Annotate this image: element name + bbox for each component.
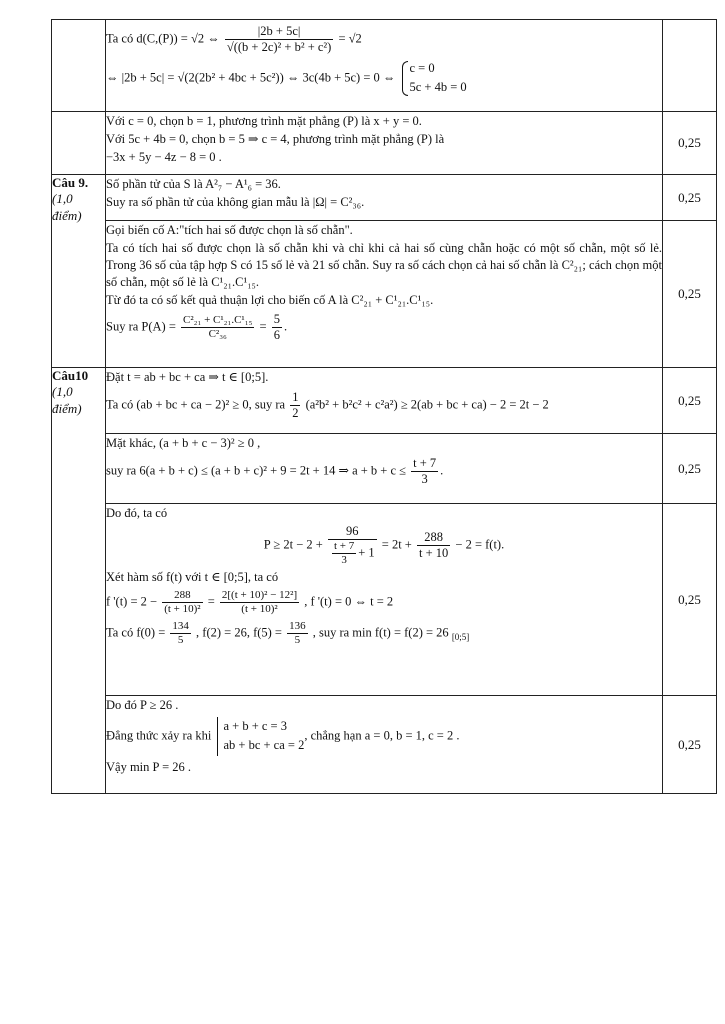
question-label-cell [52,175,106,368]
paragraph: Ta có tích hai số được chọn là số chẵn khi và chỉ khi cả hai số cùng chẵn hoặc có một số chẵn, một số lẻ. Trong 36 số của tập hợp S có 15 số lẻ và 21 số chẵn. Suy ra số cách chọn cả hai số chẵn là C²₂₁; cách chọn một số chẵn, một số lẻ là C¹₂₁.C¹₁₅. [106,240,662,289]
table-row [52,368,717,434]
math-text: Xét hàm số f(t) với t ∈ [0;5], ta có [106,570,279,585]
fraction-denominator: t + 10 [418,546,449,561]
fraction-numerator: 2[(t + 10)² − 12²] [220,589,299,603]
question-number: Câu 9. [52,175,89,190]
fraction-denominator: 5 [177,633,184,646]
math-text: Với c = 0, chọn b = 1, phương trình mặt phẳng (P) là x + y = 0. [106,114,422,128]
fraction [328,524,377,567]
solution-cell [106,20,663,112]
table-row [52,696,717,794]
math-text: + 1 [358,545,375,560]
table-row [52,504,717,696]
fraction [417,530,450,561]
solution-cell [106,696,663,794]
fraction-denominator: √((b + 2c)² + b² + c²) [226,40,332,54]
system-item: a + b + c = 3 [223,718,287,733]
solution-cell [106,504,663,696]
math-text: Vậy min P = 26 . [106,759,192,774]
question-label-cell [52,112,106,175]
fraction-denominator: 5 [294,633,301,646]
score-value: 0,25 [663,175,717,221]
table-row [52,20,717,112]
table-row [52,175,717,221]
solution-table [51,19,717,794]
solution-cell [106,368,663,434]
math-text: Ta có (ab + bc + ca − 2)² ≥ 0, suy ra [106,397,286,412]
math-text: = 2t + [381,537,412,552]
fraction [225,24,334,55]
math-text: Suy ra P(A) = [106,319,176,334]
fraction [290,390,300,421]
fraction [181,314,254,341]
table-row [52,434,717,504]
math-text: , chẳng hạn a = 0, b = 1, c = 2 . [304,728,460,743]
math-text: ⇔ |2b + 5c| = √(2(2b² + 4bc + 5c²)) ⇔ 3c(4b + 5c) = 0 ⇔ [106,70,396,85]
fraction-denominator [328,540,377,567]
math-text: − 2 = f(t). [455,537,505,552]
math-text: Với 5c + 4b = 0, chọn b = 5 ⇒ c = 4, phương trình mặt phẳng (P) là [106,131,445,146]
solution-cell [106,434,663,504]
score-value: 0,25 [663,504,717,696]
fraction-numerator: t + 7 [413,455,437,470]
table-row [52,112,717,175]
math-text: Đặt t = ab + bc + ca ⇒ t ∈ [0;5]. [106,370,269,384]
fraction [411,456,438,487]
solution-cell [106,175,663,221]
math-text: Ta có f(0) = [106,625,166,640]
math-text: = [259,319,267,334]
score-value: 0,25 [663,368,717,434]
fraction-denominator: 6 [273,328,280,343]
question-label-cell [52,368,106,794]
math-text: Đẳng thức xảy ra khi [106,728,212,743]
fraction-numerator: 288 [417,530,450,546]
math-text: f '(t) = 2 − [106,594,158,609]
fraction-numerator: 136 [287,620,308,634]
math-text: Do đó P ≥ 26 . [106,698,179,712]
case-item: 5c + 4b = 0 [409,80,467,95]
min-subscript: [0;5] [451,631,470,642]
score-value: 0,25 [663,221,717,368]
question-number: Câu10 [52,368,89,383]
fraction-numerator: |2b + 5c| [225,24,334,40]
math-text: Ta có d(C,(P)) = √2 ⇔ [106,31,220,46]
question-points: (1,0 điểm) [52,191,82,223]
fraction-denominator: 3 [421,471,428,486]
fraction-denominator: C²₃₆ [208,328,227,341]
math-text: Từ đó ta có số kết quả thuận lợi cho biến cố A là C²₂₁ + C¹₂₁.C¹₁₅. [106,292,434,307]
fraction-numerator: 288 [162,589,202,603]
solution-cell [106,112,663,175]
math-text: Do đó, ta có [106,506,168,520]
fraction-denominator: (t + 10)² [241,603,278,616]
table-row [52,221,717,368]
fraction-numerator: 5 [273,312,280,327]
fraction [162,589,202,616]
case-item: c = 0 [409,61,435,75]
math-text: = √2 [338,31,362,46]
math-text: = [207,594,215,609]
fraction [287,620,308,647]
math-text: , f '(t) = 0 ⇔ t = 2 [304,594,394,609]
math-text: suy ra 6(a + b + c) ≤ (a + b + c)² + 9 = 2t + 14 ⇒ a + b + c ≤ [106,463,406,478]
math-text: Gọi biến cố A:"tích hai số được chọn là số chẵn". [106,223,353,237]
question-label-cell [52,20,106,112]
fraction-numerator: 134 [170,620,191,634]
math-text: −3x + 5y − 4z − 8 = 0 . [106,149,222,164]
solution-cell [106,221,663,368]
score-value: 0,25 [663,696,717,794]
math-text: Số phần tử của S là A²₇ − A¹₆ = 36. [106,177,281,191]
fraction-denominator: (t + 10)² [164,603,201,616]
score-value: 0,25 [663,434,717,504]
math-text: , f(2) = 26, f(5) = [196,625,282,640]
math-text: P ≥ 2t − 2 + [263,537,323,552]
fraction-denominator: 3 [341,554,347,567]
math-text: , suy ra min f(t) = f(2) = 26 [312,625,449,640]
fraction-denominator: 2 [292,405,299,420]
math-text: (a²b² + b²c² + c²a²) ≥ 2(ab + bc + ca) − 2 = 2t − 2 [305,397,549,412]
fraction-numerator: 96 [328,524,377,540]
math-text: . [283,319,288,334]
math-text: Mặt khác, (a + b + c − 3)² ≥ 0 , [106,436,261,450]
case-bracket [402,59,467,98]
fraction [170,620,191,647]
score-value: 0,25 [663,112,717,175]
nested-fraction [332,540,356,567]
math-text: . [440,463,444,478]
fraction-numerator: t + 7 [332,540,356,554]
math-text: Suy ra số phần tử của không gian mẫu là |Ω| = C²₃₆. [106,194,365,209]
fraction-numerator: C²₂₁ + C¹₂₁.C¹₁₅ [181,314,254,328]
system-item: ab + bc + ca = 2 [223,738,305,753]
question-points: (1,0 điểm) [52,384,82,416]
system-brace [217,717,304,756]
score-cell [663,20,717,112]
fraction-numerator: 1 [292,389,299,404]
fraction [220,589,299,616]
fraction [272,312,282,343]
